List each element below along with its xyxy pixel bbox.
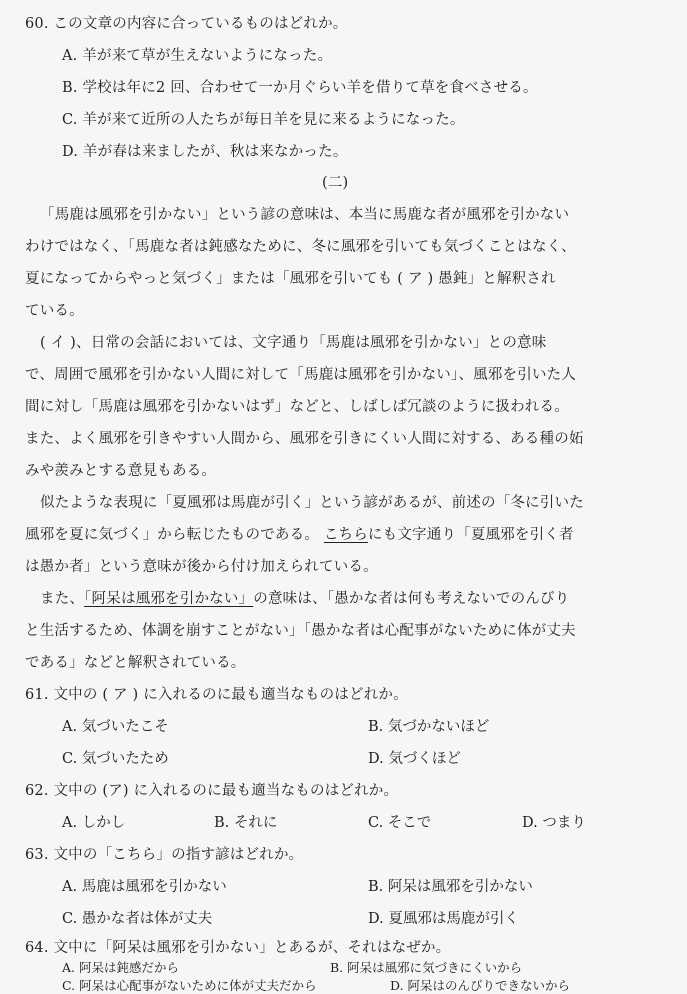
question-61-stem: 61. 文中の ( ア ) に入れるのに最も適当なものはどれか。 (25, 687, 408, 703)
passage-p1-line3: 夏になってからやっと気づく」または「風邪を引いても ( ア ) 愚鈍」と解釈され (25, 271, 556, 287)
q61-option-d: D. 気づくほど (368, 751, 461, 767)
passage-p4-line1-part1: また、 (40, 591, 85, 607)
q62-option-c: C. そこで (368, 815, 432, 831)
passage-p1-line1: 「馬鹿は風邪を引かない」という諺の意味は、本当に馬鹿な者が風邪を引かない (40, 207, 570, 223)
q62-option-b: B. それに (214, 815, 278, 831)
passage-p2-line2: で、周囲で風邪を引かない人間に対して「馬鹿は風邪を引かない」、風邪を引いた人 (25, 367, 577, 383)
question-60-stem: 60. この文章の内容に合っているものはどれか。 (25, 16, 348, 32)
question-64-stem: 64. 文中に「阿呆は風邪を引かない」とあるが、それはなぜか。 (25, 940, 451, 956)
passage-p3-line2-part2: にも文字通り「夏風邪を引く者 (367, 527, 574, 543)
passage-p2-line5: みや羨みとする意見もある。 (25, 463, 217, 479)
question-63-stem: 63. 文中の「こちら」の指す諺はどれか。 (25, 847, 304, 863)
q60-option-d: D. 羊が春は来ましたが、秋は来なかった。 (62, 144, 348, 160)
passage-p2-line3: 間に対し「馬鹿は風邪を引かないはず」などと、しばしば冗談のように扱われる。 (25, 399, 569, 415)
q64-option-d: D. 阿呆はのんびりできないから (390, 978, 571, 993)
passage-p4-line1-part2: の意味は、「愚かな者は何も考えないでのんびり (253, 591, 570, 607)
q60-option-c: C. 羊が来て近所の人たちが毎日羊を見に来るようになった。 (62, 112, 465, 128)
q61-option-a: A. 気づいたこそ (62, 719, 169, 735)
passage-p2-line1: ( イ )、日常の会話においては、文字通り「馬鹿は風邪を引かない」との意味 (40, 335, 547, 351)
underlined-aho-proverb: 「阿呆は風邪を引かない」 (84, 591, 254, 607)
q63-option-c: C. 愚かな者は体が丈夫 (62, 911, 213, 927)
passage-p2-line4: また、よく風邪を引きやすい人間から、風邪を引きにくい人間に対する、ある種の妬 (25, 431, 584, 447)
passage-p3-line3: は愚か者」という意味が後から付け加えられている。 (25, 559, 378, 575)
section-title: (二) (322, 175, 349, 191)
q64-option-b: B. 阿呆は風邪に気づきにくいから (330, 960, 523, 975)
passage-p3-line2-part1: 風邪を夏に気づく」から転じたものである。 (25, 527, 319, 543)
q64-option-a: A. 阿呆は鈍感だから (62, 960, 179, 975)
q63-option-b: B. 阿呆は風邪を引かない (368, 879, 533, 895)
q60-option-a: A. 羊が来て草が生えないようになった。 (62, 48, 333, 64)
passage-p3-line1: 似たような表現に「夏風邪は馬鹿が引く」という諺があるが、前述の「冬に引いた (40, 495, 584, 511)
q63-option-d: D. 夏風邪は馬鹿が引く (368, 911, 519, 927)
underlined-kochira: こちら (323, 527, 368, 543)
passage-p1-line2: わけではなく、「馬鹿な者は鈍感なために、冬に風邪を引いても気づくことはなく、 (25, 239, 576, 255)
passage-p3-line2 (25, 523, 574, 544)
passage-p4-line3: である」などと解釈されている。 (25, 655, 246, 671)
passage-p1-line4: ている。 (25, 303, 84, 319)
q63-option-a: A. 馬鹿は風邪を引かない (62, 879, 227, 895)
question-62-stem: 62. 文中の (ア) に入れるのに最も適当なものはどれか。 (25, 783, 399, 799)
q62-option-a: A. しかし (62, 815, 126, 831)
q60-option-b: B. 学校は年に2 回、合わせて一か月ぐらい羊を借りて草を食べさせる。 (62, 80, 538, 96)
q61-option-c: C. 気づいたため (62, 751, 169, 767)
q64-option-c: C. 阿呆は心配事がないために体が丈夫だから (62, 978, 317, 993)
q62-option-d: D. つまり (522, 815, 586, 831)
q61-option-b: B. 気づかないほど (368, 719, 490, 735)
passage-p4-line1 (40, 587, 569, 608)
passage-p4-line2: と生活するため、体調を崩すことがない」「愚かな者は心配事がないために体が丈夫 (25, 623, 576, 639)
